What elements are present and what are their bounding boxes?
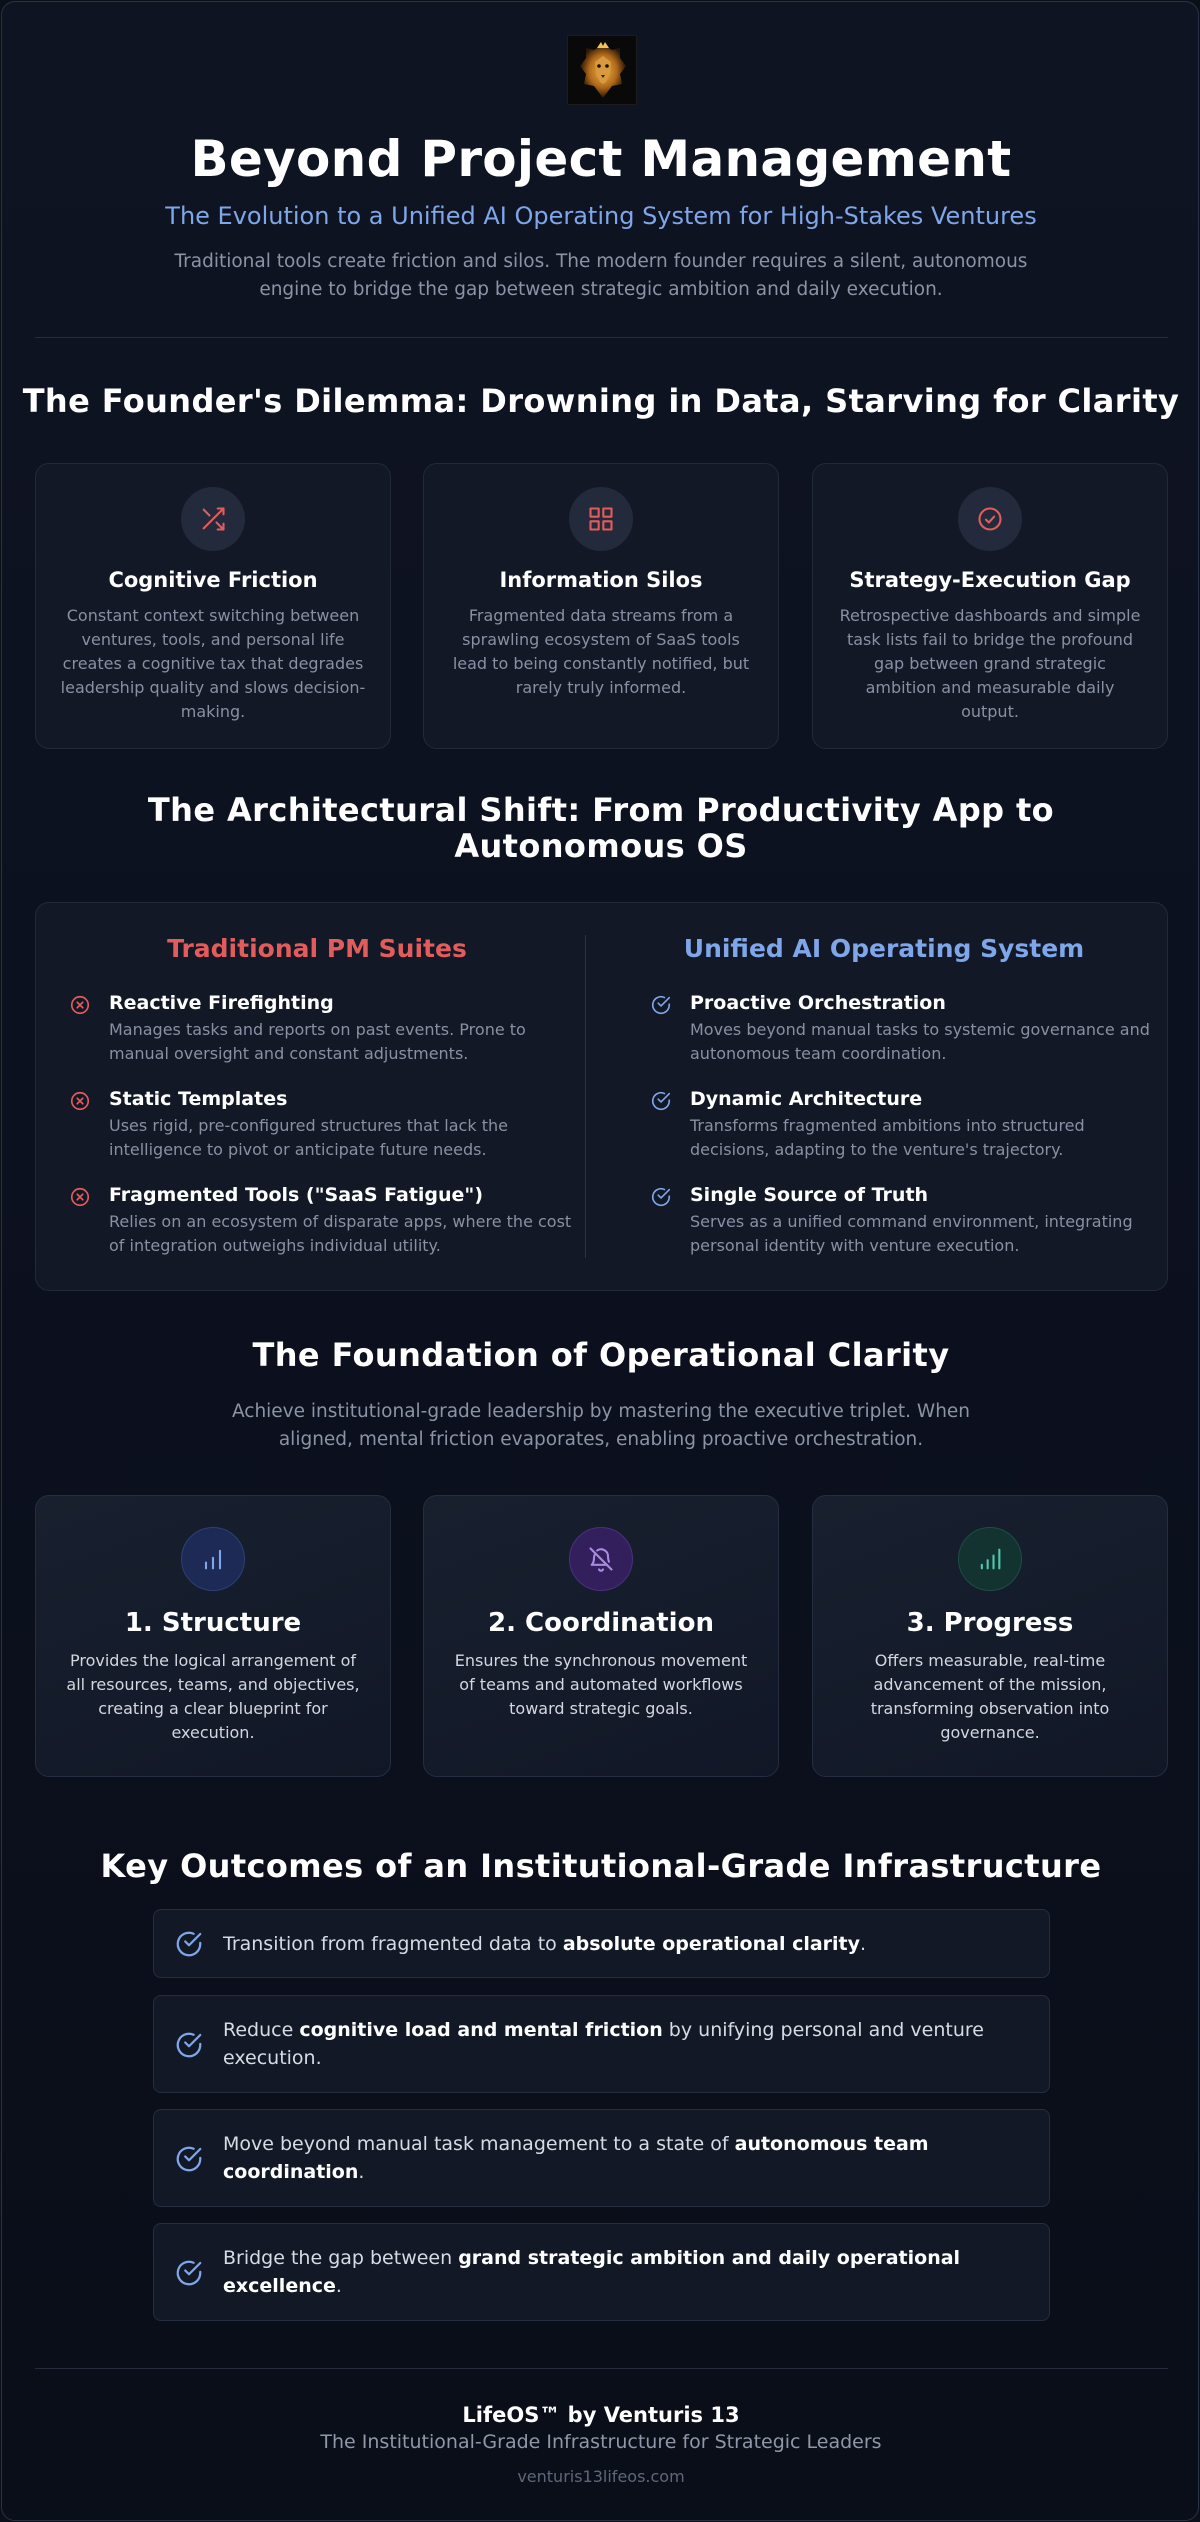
bar-chart-icon	[181, 1527, 245, 1591]
check-circle-icon	[958, 487, 1022, 551]
problem-card-cognitive-friction	[35, 463, 391, 749]
shuffle-icon	[181, 487, 245, 551]
traditional-column-title: Traditional PM Suites	[167, 934, 467, 963]
check-circle-icon	[174, 1929, 204, 1959]
item-title: Dynamic Architecture	[690, 1088, 923, 1110]
item-text: Serves as a unified command environment, integrating personal identity with venture execution.	[690, 1212, 1133, 1255]
check-circle-icon	[174, 2258, 204, 2288]
card-text: Offers measurable, real-time advancement of the mission, transforming observation into governance.	[870, 1651, 1110, 1742]
outcome-text: Move beyond manual task management to a state of autonomous team coordination.	[223, 2133, 929, 2183]
item-text: Transforms fragmented ambitions into structured decisions, adapting to the venture's trajectory.	[690, 1116, 1085, 1159]
card-text: Fragmented data streams from a sprawling ecosystem of SaaS tools lead to being constantly notified, but rarely truly informed.	[452, 606, 750, 697]
item-title: Proactive Orchestration	[690, 992, 946, 1014]
page-title: Beyond Project Management	[190, 130, 1012, 188]
signal-icon	[958, 1527, 1022, 1591]
intro-text: Traditional tools create friction and silos. The modern founder requires a silent, autonomous engine to bridge the gap between strategic ambition and daily execution.	[174, 251, 1028, 300]
card-title: 2. Coordination	[488, 1608, 714, 1638]
comparison-panel	[35, 902, 1168, 1291]
outcome-item	[153, 2223, 1050, 2321]
check-circle-icon	[174, 2144, 204, 2174]
card-title: 1. Structure	[124, 1608, 302, 1638]
check-circle-icon	[650, 1186, 672, 1208]
footer-tagline: The Institutional-Grade Infrastructure for Strategic Leaders	[320, 2431, 882, 2453]
column-divider	[585, 935, 586, 1258]
footer-website-link[interactable]: venturis13lifeos.com	[517, 2467, 685, 2486]
pillar-card-structure	[35, 1495, 391, 1777]
check-circle-icon	[650, 994, 672, 1016]
section-divider	[35, 337, 1168, 338]
footer-brand: LifeOS™ by Venturis 13	[462, 2403, 740, 2427]
problem-card-information-silos	[423, 463, 779, 749]
item-text: Uses rigid, pre-configured structures that lack the intelligence to pivot or anticipate future needs.	[109, 1116, 508, 1159]
outcome-text: Transition from fragmented data to absolute operational clarity.	[223, 1933, 867, 1955]
pillar-card-coordination	[423, 1495, 779, 1777]
grid-icon	[569, 487, 633, 551]
outcome-text: Bridge the gap between grand strategic ambition and daily operational excellence.	[223, 2247, 961, 2297]
card-title: Strategy-Execution Gap	[849, 568, 1131, 592]
item-text: Manages tasks and reports on past events. Prone to manual oversight and constant adjustments.	[109, 1020, 526, 1063]
bell-off-icon	[569, 1527, 633, 1591]
card-text: Provides the logical arrangement of all resources, teams, and objectives, creating a clear blueprint for execution.	[66, 1651, 360, 1742]
outcome-item	[153, 1909, 1050, 1978]
card-title: Information Silos	[499, 568, 703, 592]
outcome-item	[153, 2109, 1050, 2207]
item-title: Single Source of Truth	[690, 1184, 929, 1206]
foundation-intro: Achieve institutional-grade leadership by mastering the executive triplet. When aligned, mental friction evaporates, enabling proactive orchestration.	[231, 1401, 971, 1450]
footer-divider	[35, 2368, 1168, 2369]
ai-os-column-title: Unified AI Operating System	[683, 934, 1085, 963]
outcomes-heading: Key Outcomes of an Institutional-Grade Infrastructure	[100, 1847, 1102, 1885]
item-title: Fragmented Tools ("SaaS Fatigue")	[109, 1184, 484, 1206]
card-text: Retrospective dashboards and simple task lists fail to bridge the profound gap between grand strategic ambition and measurable daily output.	[839, 606, 1141, 721]
dilemma-heading: The Founder's Dilemma: Drowning in Data, Starving for Clarity	[22, 382, 1180, 420]
check-circle-icon	[650, 1090, 672, 1112]
card-title: Cognitive Friction	[108, 568, 318, 592]
outcome-text: Reduce cognitive load and mental friction by unifying personal and venture execution.	[223, 2019, 984, 2069]
card-title: 3. Progress	[906, 1608, 1074, 1638]
foundation-heading: The Foundation of Operational Clarity	[252, 1336, 950, 1374]
item-title: Reactive Firefighting	[109, 992, 334, 1014]
card-text: Ensures the synchronous movement of teams and automated workflows toward strategic goals.	[454, 1651, 748, 1718]
check-circle-icon	[174, 2030, 204, 2060]
x-circle-icon	[69, 1090, 91, 1112]
shift-heading: The Architectural Shift: From Productivity App to Autonomous OS	[147, 791, 1055, 865]
lion-logo	[567, 35, 637, 105]
x-circle-icon	[69, 1186, 91, 1208]
item-text: Relies on an ecosystem of disparate apps, where the cost of integration outweighs individual utility.	[109, 1212, 572, 1255]
page-subtitle: The Evolution to a Unified AI Operating System for High-Stakes Ventures	[165, 202, 1037, 230]
pillar-card-progress	[812, 1495, 1168, 1777]
item-text: Moves beyond manual tasks to systemic governance and autonomous team coordination.	[690, 1020, 1150, 1063]
x-circle-icon	[69, 994, 91, 1016]
item-title: Static Templates	[109, 1088, 288, 1110]
infographic-page	[1, 1, 1199, 2521]
card-text: Constant context switching between ventures, tools, and personal life creates a cognitive tax that degrades leadership quality and slows decision-making.	[60, 606, 366, 721]
outcome-item	[153, 1995, 1050, 2093]
problem-card-strategy-execution-gap	[812, 463, 1168, 749]
